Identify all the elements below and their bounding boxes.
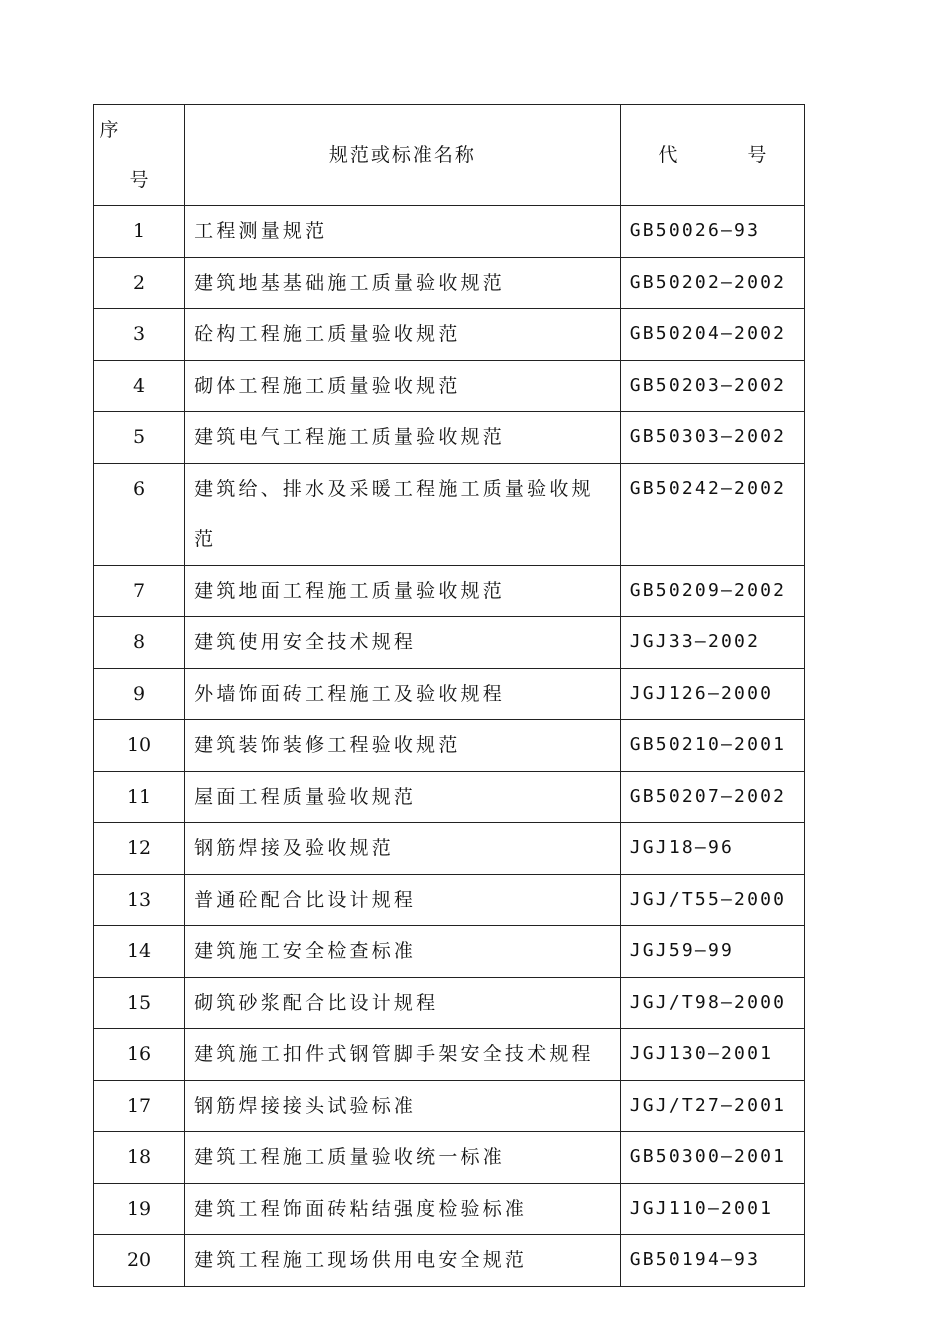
serial-number-cell: 4 (94, 360, 185, 412)
serial-number-cell: 2 (94, 257, 185, 309)
header-code (620, 105, 804, 206)
table-row (94, 823, 805, 875)
table-row (94, 463, 805, 565)
standard-name-cell: 钢筋焊接接头试验标准 (185, 1080, 621, 1132)
standard-name-cell: 建筑给、排水及采暖工程施工质量验收规范 (185, 463, 621, 565)
serial-number-cell: 9 (94, 668, 185, 720)
serial-number-cell: 1 (94, 206, 185, 258)
serial-number-cell: 7 (94, 565, 185, 617)
standard-name-cell: 砼构工程施工质量验收规范 (185, 309, 621, 361)
serial-number-cell: 19 (94, 1183, 185, 1235)
standard-code-cell: GB50300—2001 (620, 1132, 804, 1184)
table-row (94, 977, 805, 1029)
standard-name-cell: 建筑使用安全技术规程 (185, 617, 621, 669)
standard-name-cell: 建筑地基基础施工质量验收规范 (185, 257, 621, 309)
standard-code-cell: GB50242—2002 (620, 463, 804, 565)
standard-name-cell: 屋面工程质量验收规范 (185, 771, 621, 823)
standard-name-cell: 建筑施工扣件式钢管脚手架安全技术规程 (185, 1029, 621, 1081)
table-row (94, 1132, 805, 1184)
header-serial-char-2: 号 (129, 169, 149, 191)
table-row (94, 565, 805, 617)
standard-name-cell: 建筑工程施工现场供用电安全规范 (185, 1235, 621, 1287)
standard-name-cell: 建筑工程施工质量验收统一标准 (185, 1132, 621, 1184)
standard-code-cell: JGJ59—99 (620, 926, 804, 978)
serial-number-cell: 12 (94, 823, 185, 875)
table-row (94, 926, 805, 978)
standard-code-cell: JGJ/T27—2001 (620, 1080, 804, 1132)
standard-name-cell: 工程测量规范 (185, 206, 621, 258)
standard-code-cell: JGJ/T55—2000 (620, 874, 804, 926)
serial-number-cell: 5 (94, 412, 185, 464)
header-standard-name: 规范或标准名称 (185, 105, 621, 206)
table-row (94, 617, 805, 669)
standards-table (93, 104, 805, 1287)
table-row (94, 257, 805, 309)
standard-code-cell: GB50204—2002 (620, 309, 804, 361)
serial-number-cell: 18 (94, 1132, 185, 1184)
serial-number-cell: 8 (94, 617, 185, 669)
standard-code-cell: GB50207—2002 (620, 771, 804, 823)
standard-code-cell: GB50202—2002 (620, 257, 804, 309)
header-serial-number (94, 105, 185, 206)
standard-name-cell: 普通砼配合比设计规程 (185, 874, 621, 926)
serial-number-cell: 13 (94, 874, 185, 926)
serial-number-cell: 10 (94, 720, 185, 772)
table-row (94, 1080, 805, 1132)
table-row (94, 668, 805, 720)
table-row (94, 1235, 805, 1287)
serial-number-cell: 17 (94, 1080, 185, 1132)
header-code-char-1: 代 (658, 144, 678, 166)
standard-name-cell: 钢筋焊接及验收规范 (185, 823, 621, 875)
serial-number-cell: 3 (94, 309, 185, 361)
header-serial-char-1: 序 (99, 119, 119, 141)
standard-name-cell: 外墙饰面砖工程施工及验收规程 (185, 668, 621, 720)
table-row (94, 1029, 805, 1081)
serial-number-cell: 20 (94, 1235, 185, 1287)
standard-code-cell: GB50026—93 (620, 206, 804, 258)
table-row (94, 360, 805, 412)
header-code-char-2: 号 (747, 144, 767, 166)
serial-number-cell: 14 (94, 926, 185, 978)
serial-number-cell: 6 (94, 463, 185, 565)
standard-code-cell: GB50194—93 (620, 1235, 804, 1287)
table-row (94, 1183, 805, 1235)
table-row (94, 309, 805, 361)
standard-code-cell: JGJ18—96 (620, 823, 804, 875)
serial-number-cell: 11 (94, 771, 185, 823)
standard-name-cell: 建筑工程饰面砖粘结强度检验标准 (185, 1183, 621, 1235)
standard-code-cell: GB50203—2002 (620, 360, 804, 412)
table-row (94, 874, 805, 926)
standard-code-cell: JGJ126—2000 (620, 668, 804, 720)
standard-code-cell: JGJ130—2001 (620, 1029, 804, 1081)
standard-name-cell: 建筑施工安全检查标准 (185, 926, 621, 978)
table-header-row (94, 105, 805, 206)
table-body (94, 206, 805, 1287)
serial-number-cell: 16 (94, 1029, 185, 1081)
standard-code-cell: GB50209—2002 (620, 565, 804, 617)
standard-code-cell: GB50210—2001 (620, 720, 804, 772)
standard-code-cell: JGJ110—2001 (620, 1183, 804, 1235)
standard-name-cell: 建筑地面工程施工质量验收规范 (185, 565, 621, 617)
standard-name-cell: 砌体工程施工质量验收规范 (185, 360, 621, 412)
table-row (94, 206, 805, 258)
standard-name-cell: 建筑装饰装修工程验收规范 (185, 720, 621, 772)
serial-number-cell: 15 (94, 977, 185, 1029)
table-row (94, 412, 805, 464)
standard-code-cell: JGJ/T98—2000 (620, 977, 804, 1029)
standard-name-cell: 砌筑砂浆配合比设计规程 (185, 977, 621, 1029)
table-row (94, 771, 805, 823)
standard-code-cell: GB50303—2002 (620, 412, 804, 464)
standard-name-cell: 建筑电气工程施工质量验收规范 (185, 412, 621, 464)
standard-code-cell: JGJ33—2002 (620, 617, 804, 669)
table-row (94, 720, 805, 772)
